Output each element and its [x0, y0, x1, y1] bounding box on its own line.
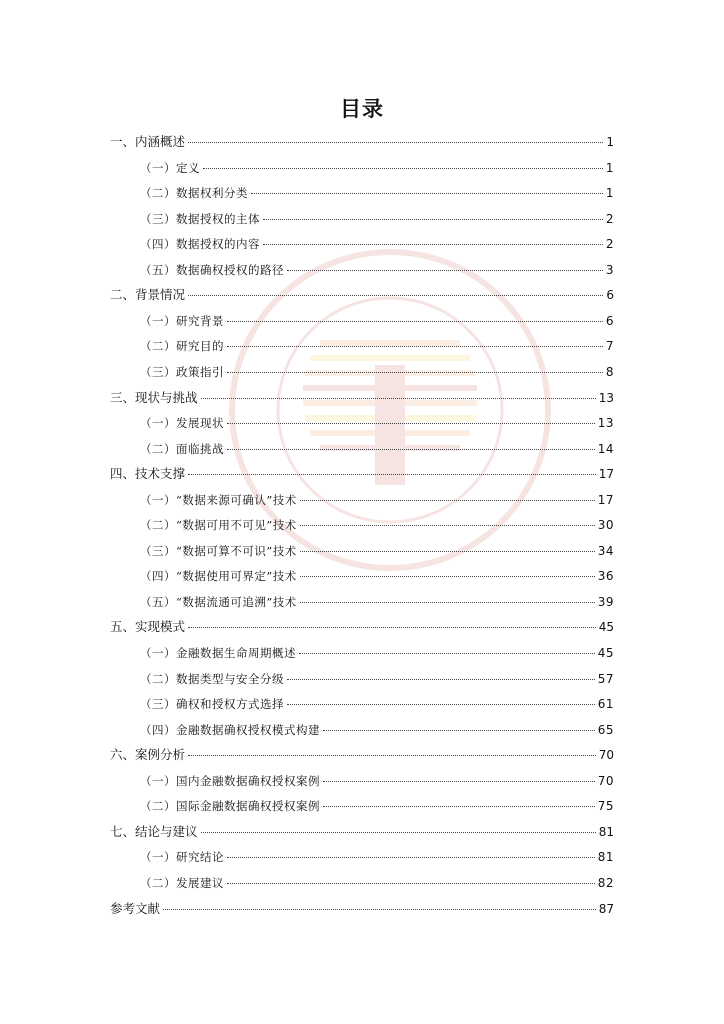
- toc-section-entry[interactable]: [140, 336, 614, 356]
- toc-dot-leader: [323, 806, 595, 807]
- toc-page-number: 81: [598, 824, 614, 839]
- toc-entry-label: （三）政策指引: [140, 364, 224, 379]
- toc-entry-label: （二）面临挑战: [140, 441, 224, 456]
- toc-entry-label: （四）“数据使用可界定”技术: [140, 569, 297, 584]
- toc-section-entry[interactable]: [140, 515, 614, 535]
- toc-dot-leader: [287, 704, 595, 705]
- toc-section-entry[interactable]: [140, 566, 614, 586]
- toc-section-entry[interactable]: [140, 439, 614, 459]
- toc-page-number: 7: [605, 339, 614, 354]
- toc-page-number: 6: [605, 313, 614, 328]
- toc-section-entry[interactable]: [140, 847, 614, 867]
- toc-section-entry[interactable]: [140, 158, 614, 178]
- toc-section-entry[interactable]: [140, 490, 614, 510]
- toc-dot-leader: [188, 627, 596, 628]
- toc-entry-label: （四）数据授权的内容: [140, 237, 260, 252]
- toc-page-number: 6: [606, 288, 614, 303]
- toc-dot-leader: [227, 423, 595, 424]
- toc-page-number: 17: [598, 467, 614, 482]
- toc-section-entry[interactable]: [140, 260, 614, 280]
- toc-entry-label: 一、内涵概述: [110, 134, 186, 149]
- toc-dot-leader: [227, 321, 603, 322]
- toc-section-entry[interactable]: [140, 413, 614, 433]
- toc-dot-leader: [299, 653, 595, 654]
- toc-page-number: 8: [605, 364, 614, 379]
- toc-page-number: 1: [606, 135, 614, 149]
- toc-section-entry[interactable]: [140, 592, 614, 612]
- toc-section-entry[interactable]: [140, 362, 614, 382]
- toc-page-number: 70: [598, 748, 614, 763]
- toc-chapter-entry[interactable]: [110, 822, 614, 842]
- toc-page-number: 75: [597, 799, 614, 814]
- toc-entry-label: （五）数据确权授权的路径: [140, 262, 284, 277]
- toc-dot-leader: [227, 449, 595, 450]
- toc-entry-label: 参考文献: [110, 900, 161, 916]
- toc-entry-label: （一）国内金融数据确权授权案例: [140, 773, 320, 788]
- toc-dot-leader: [188, 142, 603, 143]
- toc-entry-label: 五、实现模式: [110, 619, 186, 635]
- toc-page-number: 45: [598, 620, 614, 635]
- toc-entry-label: （一）研究结论: [140, 850, 224, 865]
- toc-entry-label: 二、背景情况: [110, 287, 186, 303]
- toc-page-number: 70: [597, 773, 614, 788]
- toc-entry-label: （一）发展现状: [140, 416, 224, 431]
- toc-dot-leader: [263, 244, 603, 245]
- toc-dot-leader: [188, 474, 596, 475]
- toc-dot-leader: [300, 551, 595, 552]
- toc-entry-label: （二）国际金融数据确权授权案例: [140, 799, 320, 814]
- toc-section-entry[interactable]: [140, 720, 614, 740]
- toc-dot-leader: [227, 883, 595, 884]
- toc-entry-label: （二）研究目的: [140, 339, 224, 354]
- toc-dot-leader: [201, 832, 596, 833]
- toc-entry-label: （一）“数据来源可确认”技术: [140, 492, 297, 507]
- toc-page-number: 30: [597, 518, 614, 533]
- toc-section-entry[interactable]: [140, 643, 614, 663]
- toc-page-number: 14: [597, 441, 614, 456]
- toc-entry-label: （一）定义: [140, 160, 200, 175]
- toc-entry-label: （一）研究背景: [140, 313, 224, 328]
- toc-dot-leader: [227, 346, 603, 347]
- toc-chapter-entry[interactable]: [110, 464, 614, 484]
- toc-dot-leader: [251, 193, 603, 194]
- toc-page-number: 87: [598, 901, 614, 916]
- toc-page-number: 3: [605, 262, 614, 277]
- toc-section-entry[interactable]: [140, 669, 614, 689]
- toc-dot-leader: [163, 909, 596, 910]
- toc-section-entry[interactable]: [140, 796, 614, 816]
- toc-entry-label: （五）“数据流通可追溯”技术: [140, 594, 297, 609]
- toc-dot-leader: [188, 755, 596, 756]
- toc-entry-label: （二）“数据可用不可见”技术: [140, 518, 297, 533]
- toc-dot-leader: [188, 295, 603, 296]
- toc-entry-label: 六、案例分析: [110, 747, 186, 763]
- toc-page-number: 13: [597, 416, 614, 431]
- toc-page-number: 2: [605, 237, 614, 252]
- toc-entry-label: （三）“数据可算不可识”技术: [140, 543, 297, 558]
- toc-page-number: 34: [597, 543, 614, 558]
- toc-dot-leader: [227, 372, 603, 373]
- toc-dot-leader: [323, 781, 595, 782]
- toc-page-number: 1: [605, 160, 614, 175]
- toc-dot-leader: [287, 270, 603, 271]
- toc-chapter-entry[interactable]: [110, 132, 614, 152]
- toc-entry-label: （四）金融数据确权授权模式构建: [140, 722, 320, 737]
- toc-section-entry[interactable]: [140, 873, 614, 893]
- toc-section-entry[interactable]: [140, 234, 614, 254]
- toc-section-entry[interactable]: [140, 183, 614, 203]
- toc-page-number: 17: [597, 492, 614, 507]
- toc-chapter-entry[interactable]: [110, 899, 614, 919]
- toc-chapter-entry[interactable]: [110, 745, 614, 765]
- toc-entry-label: 三、现状与挑战: [110, 389, 198, 405]
- page-title: 目录: [340, 97, 384, 121]
- toc-page-number: 81: [597, 850, 614, 865]
- toc-page-number: 82: [597, 875, 614, 890]
- toc-page-number: 39: [597, 594, 614, 609]
- toc-entry-label: （二）发展建议: [140, 875, 224, 890]
- toc-page-number: 57: [597, 671, 614, 686]
- toc-entry-label: （一）金融数据生命周期概述: [140, 646, 296, 660]
- toc-page-number: 1: [605, 186, 614, 201]
- toc-page-number: 2: [605, 211, 614, 226]
- toc-dot-leader: [201, 398, 596, 399]
- toc-dot-leader: [300, 576, 595, 577]
- toc-page-number: 45: [597, 646, 614, 660]
- toc-dot-leader: [227, 857, 595, 858]
- toc-dot-leader: [300, 525, 595, 526]
- toc-chapter-entry[interactable]: [110, 285, 614, 305]
- toc-entry-label: 四、技术支撑: [110, 466, 186, 482]
- toc-chapter-entry[interactable]: [110, 617, 614, 637]
- toc-entry-label: （三）数据授权的主体: [140, 211, 260, 226]
- toc-entry-label: （三）确权和授权方式选择: [140, 697, 284, 712]
- toc-dot-leader: [203, 168, 603, 169]
- toc-section-entry[interactable]: [140, 541, 614, 561]
- toc-dot-leader: [300, 500, 595, 501]
- toc-dot-leader: [263, 219, 603, 220]
- toc-section-entry[interactable]: [140, 694, 614, 714]
- toc-section-entry[interactable]: [140, 311, 614, 331]
- toc-dot-leader: [323, 730, 595, 731]
- toc-page-number: 13: [598, 390, 614, 405]
- toc-section-entry[interactable]: [140, 771, 614, 791]
- toc-page-number: 65: [597, 722, 614, 737]
- toc-entry-label: （二）数据类型与安全分级: [140, 671, 284, 686]
- toc-dot-leader: [287, 679, 595, 680]
- toc-page-number: 61: [597, 697, 614, 712]
- toc-chapter-entry[interactable]: [110, 388, 614, 408]
- toc-section-entry[interactable]: [140, 209, 614, 229]
- toc-page-number: 36: [597, 569, 614, 584]
- toc-entry-label: （二）数据权利分类: [140, 186, 248, 201]
- toc-entry-label: 七、结论与建议: [110, 823, 198, 839]
- toc-dot-leader: [300, 602, 595, 603]
